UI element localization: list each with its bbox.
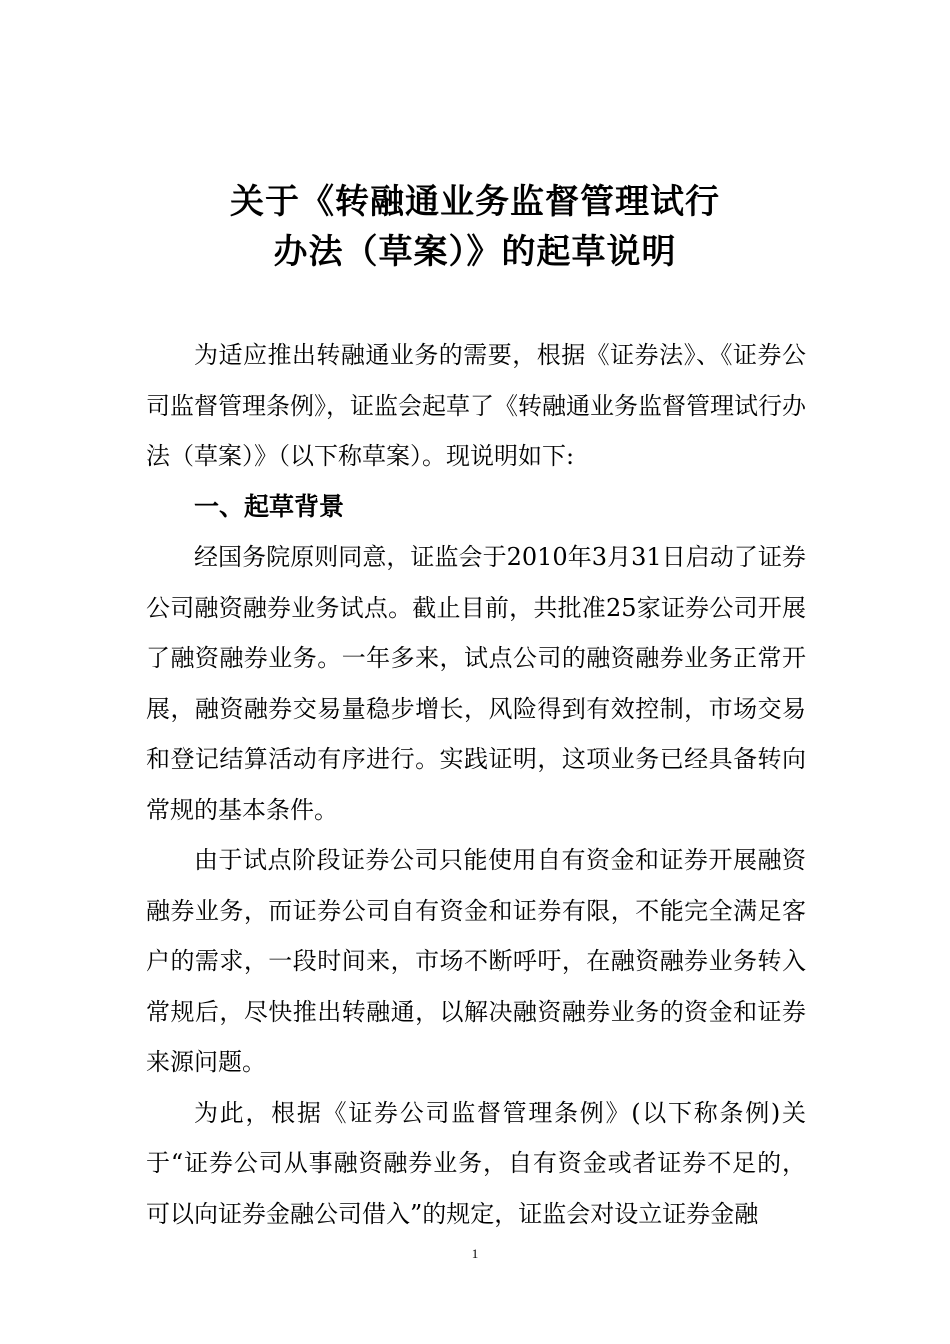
body-paragraph: 为此，根据《证券公司监督管理条例》(以下称条例)关于“证券公司从事融资融券业务，自有资金或者证券不足的，可以向证券金融公司借入”的规定，证监会对设立证券金融 xyxy=(146,1098,806,1228)
document-title-line-2: 办法（草案）》的起草说明 xyxy=(273,232,677,272)
intro-paragraph: 为适应推出转融通业务的需要，根据《证券法》、《证券公司监督管理条例》，证监会起草了《转融通业务监督管理试行办法（草案）》（以下称草案）。现说明如下: xyxy=(146,341,806,470)
document-title-line-1: 关于《转融通业务监督管理试行 xyxy=(230,182,720,222)
section-heading: 一、起草背景 xyxy=(194,491,345,521)
body-paragraph: 由于试点阶段证券公司只能使用自有资金和证券开展融资融券业务，而证券公司自有资金和证券有限，不能完全满足客户的需求，一段时间来，市场不断呼吁，在融资融券业务转入常规后，尽快推出转融通，以解决融资融券业务的资金和证券来源问题。 xyxy=(146,846,806,1076)
body-paragraph: 经国务院原则同意，证监会于2010年3月31日启动了证券公司融资融券业务试点。截止目前，共批准25家证券公司开展了融资融券业务。一年多来，试点公司的融资融券业务正常开展，融资融券交易量稳步增长，风险得到有效控制，市场交易和登记结算活动有序进行。实践证明，这项业务已经具备转向常规的基本条件。 xyxy=(146,543,806,824)
page-number: 1 xyxy=(471,1246,479,1261)
document-body xyxy=(146,330,806,1239)
